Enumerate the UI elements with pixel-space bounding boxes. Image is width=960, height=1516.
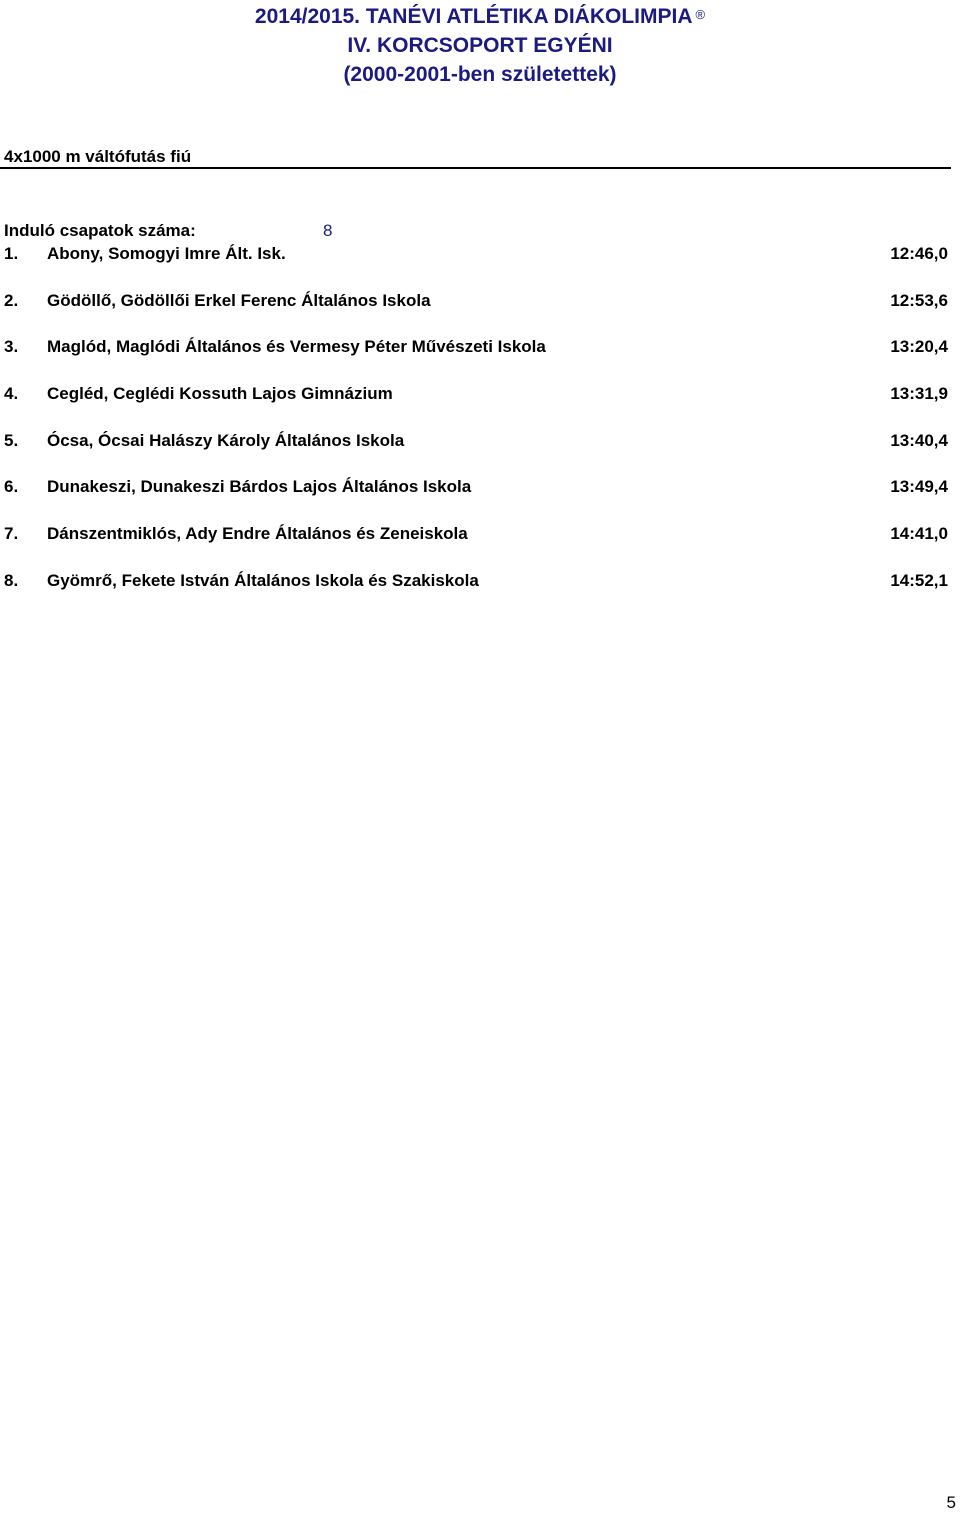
result-rank: 2. [4, 290, 19, 310]
result-row [0, 476, 960, 523]
teams-count-value: 8 [323, 221, 333, 240]
result-row [0, 383, 960, 430]
results-list [0, 243, 960, 617]
event-title: 4x1000 m váltófutás fiú [4, 147, 192, 166]
result-time: 12:53,6 [890, 290, 948, 310]
result-time: 13:40,4 [890, 430, 948, 450]
result-row [0, 290, 960, 337]
document-header [0, 2, 960, 89]
result-team: Ócsa, Ócsai Halászy Károly Általános Iskola [47, 430, 405, 450]
result-team: Cegléd, Ceglédi Kossuth Lajos Gimnázium [47, 384, 393, 404]
header-title: 2014/2015. TANÉVI ATLÉTIKA DIÁKOLIMPIA [254, 5, 693, 28]
result-time: 13:20,4 [890, 337, 948, 357]
result-row [0, 523, 960, 570]
result-time: 14:41,0 [890, 524, 948, 544]
result-team: Gyömrő, Fekete István Általános Iskola és Szakiskola [47, 570, 479, 590]
result-rank: 4. [4, 384, 19, 404]
result-time: 14:52,1 [890, 570, 948, 590]
teams-count-label: Induló csapatok száma: [4, 221, 196, 240]
registered-trademark-icon: ® [695, 7, 706, 22]
result-rank: 3. [4, 337, 19, 357]
result-time: 13:31,9 [890, 384, 948, 404]
result-team: Maglód, Maglódi Általános és Vermesy Péter Művészeti Iskola [47, 337, 546, 357]
header-title-line [0, 2, 960, 31]
result-time: 12:46,0 [890, 244, 948, 263]
header-category: IV. KORCSOPORT EGYÉNI [347, 34, 613, 57]
page-number: 5 [946, 1493, 956, 1512]
result-team: Abony, Somogyi Imre Ált. Isk. [47, 244, 286, 263]
result-team: Dunakeszi, Dunakeszi Bárdos Lajos Általános Iskola [47, 477, 472, 497]
result-team: Gödöllő, Gödöllői Erkel Ferenc Általános Iskola [47, 290, 431, 310]
result-row [0, 336, 960, 383]
result-rank: 6. [4, 477, 19, 497]
result-rank: 7. [4, 524, 19, 544]
result-rank: 5. [4, 430, 19, 450]
header-birth-years: (2000-2001-ben születettek) [343, 63, 617, 86]
result-row [0, 430, 960, 477]
result-time: 13:49,4 [890, 477, 948, 497]
result-row [0, 570, 960, 617]
result-row [0, 243, 960, 290]
event-title-underline [0, 167, 951, 169]
result-rank: 1. [4, 244, 19, 263]
result-team: Dánszentmiklós, Ady Endre Általános és Zeneiskola [47, 524, 468, 544]
result-rank: 8. [4, 570, 19, 590]
